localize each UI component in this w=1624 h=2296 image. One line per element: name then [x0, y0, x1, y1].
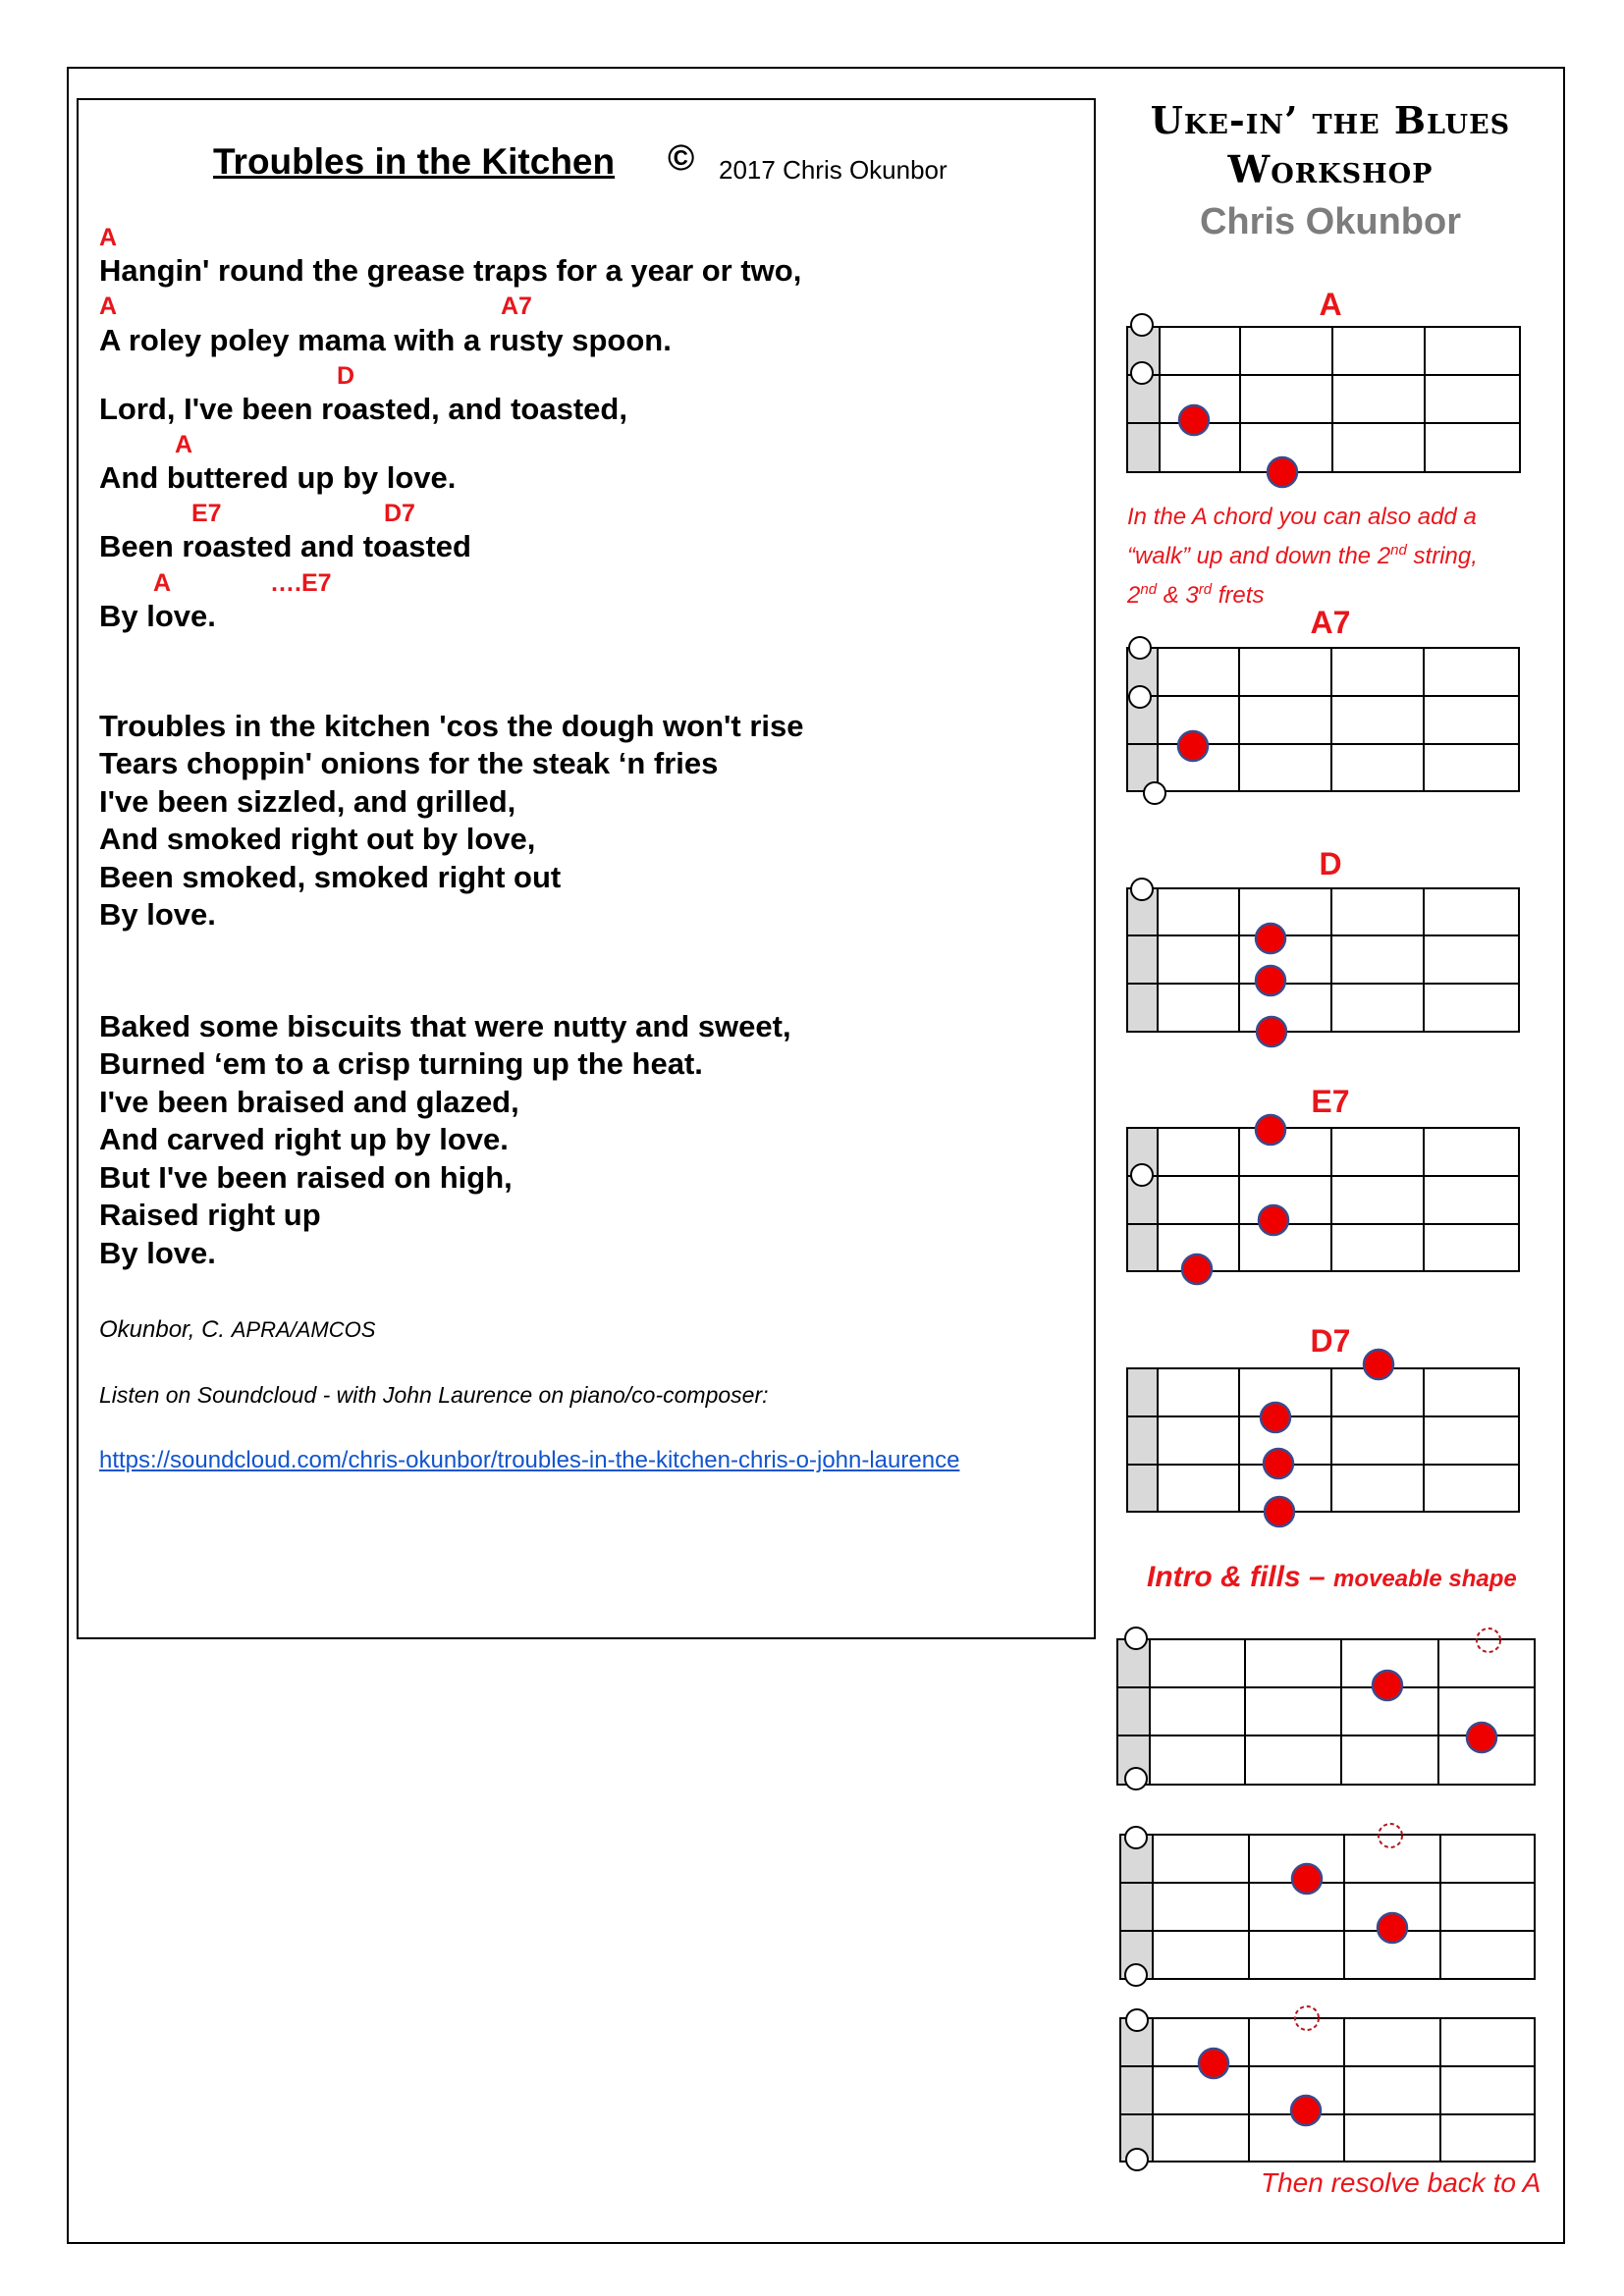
finger-dot — [1292, 1864, 1322, 1894]
lyric-line: By love. — [99, 897, 216, 932]
open-string-marker — [1125, 1768, 1147, 1789]
chord-diagram-a7 — [1127, 637, 1519, 804]
a-chord-tip: In the A chord you can also add a “walk” up and down the 2nd string, 2nd & 3rd frets — [1127, 504, 1478, 609]
lyric-line: By love. — [99, 599, 216, 633]
copyright-symbol: © — [668, 137, 695, 178]
chord-label: E7 — [191, 500, 222, 527]
lyric-line: And buttered up by love. — [99, 460, 457, 495]
lyric-line: A roley poley mama with a rusty spoon. — [99, 323, 672, 357]
finger-dot — [1265, 1497, 1294, 1526]
open-string-marker — [1131, 362, 1153, 384]
fill-diagram-2 — [1120, 1824, 1535, 1986]
author-credit: Okunbor, C. APRA/AMCOS — [99, 1316, 376, 1343]
finger-dot — [1291, 2096, 1321, 2125]
finger-dot — [1256, 1115, 1285, 1145]
finger-dot — [1264, 1449, 1293, 1478]
finger-dot — [1182, 1255, 1212, 1284]
chord-label: A — [99, 293, 118, 320]
open-string-marker — [1125, 1827, 1147, 1848]
chord-label: ….E7 — [270, 569, 332, 597]
finger-dot — [1256, 924, 1285, 953]
chord-label: A — [153, 569, 172, 597]
lyric-line: And carved right up by love. — [99, 1122, 509, 1156]
open-string-marker — [1129, 686, 1151, 708]
open-string-marker — [1131, 879, 1153, 900]
chord-name-d: D — [1319, 846, 1342, 881]
open-string-marker — [1131, 1164, 1153, 1186]
open-string-marker — [1126, 2009, 1148, 2031]
open-string-marker — [1144, 782, 1165, 804]
chord-label: D — [337, 362, 355, 390]
fill-diagram-3 — [1120, 2006, 1535, 2170]
chord-name-a: A — [1319, 287, 1342, 322]
lyric-line: Been roasted and toasted — [99, 529, 471, 563]
song-title: Troubles in the Kitchen — [213, 141, 616, 182]
lyric-line: By love. — [99, 1236, 216, 1270]
open-string-marker — [1125, 1628, 1147, 1649]
chord-label: A — [175, 431, 193, 458]
lyric-line: Raised right up — [99, 1198, 321, 1232]
chord-diagram-d7 — [1127, 1350, 1519, 1526]
chord-diagram-e7 — [1127, 1115, 1519, 1284]
chord-label: A7 — [501, 293, 532, 320]
finger-dot — [1199, 2049, 1228, 2078]
lyric-line: Hangin' round the grease traps for a year or two, — [99, 253, 802, 288]
finger-dot — [1261, 1403, 1290, 1432]
resolve-note: Then resolve back to A — [1261, 2167, 1542, 2198]
chord-label: D7 — [384, 500, 415, 527]
finger-dot — [1378, 1913, 1407, 1943]
finger-dot — [1256, 966, 1285, 995]
workshop-author: Chris Okunbor — [1199, 201, 1462, 242]
chord-label: A — [99, 224, 118, 251]
finger-dot — [1179, 405, 1209, 435]
lyric-line: Burned ‘em to a crisp turning up the heat. — [99, 1046, 703, 1081]
workshop-title-line2: Workshop — [1227, 147, 1434, 191]
lyric-line: But I've been raised on high, — [99, 1160, 513, 1195]
lyric-line: And smoked right out by love, — [99, 822, 536, 856]
finger-dot — [1178, 731, 1208, 761]
lyric-line: Baked some biscuits that were nutty and sweet, — [99, 1009, 791, 1043]
chord-diagram-d — [1127, 879, 1519, 1046]
finger-dot — [1259, 1205, 1288, 1235]
open-string-marker — [1129, 637, 1151, 659]
finger-dot — [1364, 1350, 1393, 1379]
lyric-line: I've been sizzled, and grilled, — [99, 784, 516, 819]
open-string-marker — [1125, 1964, 1147, 1986]
fill-diagram-1 — [1117, 1628, 1535, 1789]
lyric-line: Been smoked, smoked right out — [99, 860, 562, 894]
open-string-marker — [1131, 314, 1153, 336]
lyric-line: Troubles in the kitchen 'cos the dough won't rise — [99, 709, 804, 743]
copyright-text: 2017 Chris Okunbor — [719, 155, 947, 185]
soundcloud-note: Listen on Soundcloud - with John Laurence on piano/co-composer: — [99, 1382, 769, 1408]
soundcloud-link[interactable]: https://soundcloud.com/chris-okunbor/troubles-in-the-kitchen-chris-o-john-laurence — [99, 1447, 960, 1473]
chord-name-e7: E7 — [1311, 1084, 1350, 1119]
chord-name-a7: A7 — [1310, 605, 1351, 640]
chord-diagram-a — [1127, 314, 1520, 487]
finger-dot — [1467, 1723, 1496, 1752]
intro-fills-heading: Intro & fills – moveable shape — [1147, 1561, 1517, 1593]
open-string-marker — [1126, 2149, 1148, 2170]
lyric-line: Tears choppin' onions for the steak ‘n fries — [99, 746, 719, 780]
finger-dot — [1373, 1671, 1402, 1700]
finger-dot — [1257, 1017, 1286, 1046]
lyric-line: I've been braised and glazed, — [99, 1085, 519, 1119]
finger-dot — [1268, 457, 1297, 487]
workshop-title-line1: Uke-in’ the Blues — [1150, 98, 1511, 142]
lyric-line: Lord, I've been roasted, and toasted, — [99, 392, 627, 426]
chord-name-d7: D7 — [1310, 1323, 1351, 1359]
